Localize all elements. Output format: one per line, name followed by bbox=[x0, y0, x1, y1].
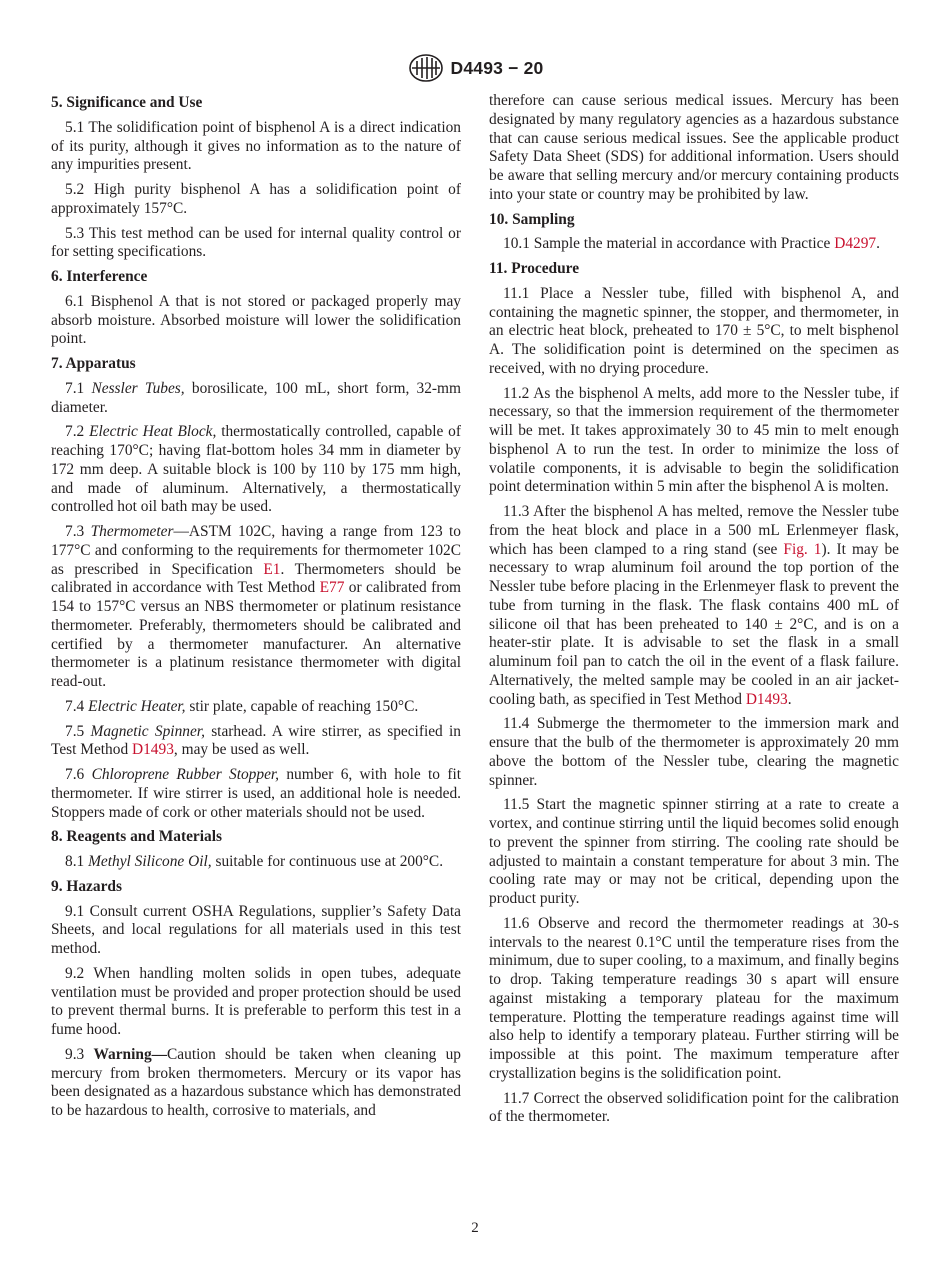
section-heading: 10. Sampling bbox=[489, 210, 575, 228]
page-number: 2 bbox=[471, 1220, 479, 1236]
term: Thermometer bbox=[90, 523, 174, 540]
paragraph: 5.3 This test method can be used for internal quality control or for setting specifications. bbox=[51, 224, 461, 261]
paragraph: 7.1 Nessler Tubes, borosilicate, 100 mL, short form, 32-mm diameter. bbox=[51, 379, 461, 416]
term: Magnetic Spinner, bbox=[90, 722, 205, 740]
paragraph: 9.3 Warning—Caution should be taken when cleaning up mercury from broken thermometers. Mercury or its vapor has been designated as a hazardous substance which has demonstrated to be hazardous to health, corrosive to materials, and bbox=[51, 1045, 461, 1119]
term: Methyl Silicone Oil, bbox=[88, 853, 212, 870]
link-e77[interactable]: E77 bbox=[319, 579, 345, 597]
paragraph: 11.5 Start the magnetic spinner stirring at a rate to create a vortex, and continue stirring until the liquid becomes solid enough to prevent the spinner from stirring. The cooling rate should be adjusted to maintain a constant temperature for about 3 min. The cooling rate may or may not be critical, depending upon the product purity. bbox=[489, 796, 899, 907]
paragraph: 11.7 Correct the observed solidification point for the calibration of the thermometer. bbox=[489, 1089, 899, 1126]
link-e1[interactable]: E1 bbox=[263, 560, 281, 578]
paragraph: 11.1 Place a Nessler tube, filled with bisphenol A, and containing the magnetic spinner, the stopper, and thermometer, in an electric heat block, preheated to 170 ± 5°C, to melt bisphenol A. The solidification point is determined on the specimen as received, with no drying procedure. bbox=[489, 284, 899, 377]
paragraph: 11.3 After the bisphenol A has melted, remove the Nessler tube from the heat block and place in a 500 mL Erlenmeyer flask, which has been clamped to a ring stand (see Fig. 1). It may be necessary to wrap aluminum foil around the top portion of the Nessler tube before placing in the Erlenmeyer flask to prevent the tube from turning in the flask. The flask contains 400 mL of silicone oil that has been preheated to 140 ± 2°C, and is on a heater-stir plate. It is advisable to set the flask in a small aluminum foil pan to catch the oil in the event of a flask failure. Alternatively, the melted sample may be cooled in an air jacket-cooling bath, as specified in Test Method D1493. bbox=[489, 503, 899, 708]
paragraph: 7.6 Chloroprene Rubber Stopper, number 6, with hole to fit thermometer. If wire stirrer is used, an additional hole is needed. Stoppers made of cork or other materials should not be used. bbox=[51, 766, 461, 821]
section-heading: 9. Hazards bbox=[51, 877, 122, 895]
section-heading: 11. Procedure bbox=[489, 260, 580, 277]
term: Electric Heater, bbox=[88, 697, 186, 715]
paragraph: 5.2 High purity bisphenol A has a solidification point of approximately 157°C. bbox=[51, 181, 461, 217]
paragraph: 9.2 When handling molten solids in open tubes, adequate ventilation must be provided and proper protection should be used to prevent thermal burns. It is preferable to perform this test in a fume hood. bbox=[51, 964, 461, 1038]
link-d1493[interactable]: D1493 bbox=[132, 741, 174, 759]
term: Chloroprene Rubber Stopper, bbox=[91, 766, 280, 783]
section-heading: 7. Apparatus bbox=[51, 355, 136, 372]
paragraph: 10.1 Sample the material in accordance with Practice D4297. bbox=[503, 235, 880, 253]
paragraph: 7.3 Thermometer—ASTM 102C, having a range from 123 to 177°C and conforming to the requirements for thermometer 102C as prescribed in Specification E1. Thermometers should be calibrated in accordance with Test Method E77 or calibrated from 154 to 157°C versus an NBS thermometer or platinum resistance thermometer. Preferably, thermometers should be calibrated and certified by a thermometer manufacturer. An alternative thermometer is a platinum resistance thermometer with digital read-out. bbox=[51, 523, 462, 690]
left-column bbox=[51, 92, 461, 1127]
document-id: D4493 − 20 bbox=[450, 57, 544, 78]
paragraph: 7.5 Magnetic Spinner, starhead. A wire stirrer, as specified in Test Method D1493, may be used as well. bbox=[51, 722, 461, 759]
paragraph: 11.2 As the bisphenol A melts, add more to the Nessler tube, if necessary, so that the immersion requirement of the thermometer will be met. It takes approximately 30 to 45 min to melt enough bisphenol A to run the test. In order to minimize the loss of volatile components, it is advisable to begin the solidification point determination within 5 min after the bisphenol A is molten. bbox=[489, 384, 899, 496]
section-heading: 6. Interference bbox=[51, 268, 148, 285]
page-header bbox=[0, 50, 950, 86]
paragraph: 7.2 Electric Heat Block, thermostatically controlled, capable of reaching 170°C; having flat-bottom holes 34 mm in diameter by 172 mm deep. A suitable block is 100 by 110 by 175 mm high, and made of aluminum. Alternatively, a thermostatically controlled hot oil bath may be used. bbox=[51, 423, 461, 516]
paragraph: 8.1 Methyl Silicone Oil, suitable for continuous use at 200°C. bbox=[65, 853, 444, 870]
paragraph: 11.4 Submerge the thermometer to the immersion mark and ensure that the bulb of the thermometer is approximately 20 mm above the bottom of the Nessler tube, clearing the magnetic spinner. bbox=[489, 715, 899, 789]
term: Electric Heat Block, bbox=[89, 423, 217, 441]
paragraph: 9.1 Consult current OSHA Regulations, supplier’s Safety Data Sheets, and local regulations for all materials used in this test method. bbox=[51, 902, 461, 957]
link-fig-1[interactable]: Fig. 1 bbox=[783, 540, 822, 558]
link-d4297[interactable]: D4297 bbox=[834, 235, 877, 253]
astm-logo-icon bbox=[407, 53, 445, 83]
right-column bbox=[489, 92, 899, 1133]
section-heading: 8. Reagents and Materials bbox=[51, 828, 222, 846]
warning-label: Warning— bbox=[93, 1045, 168, 1063]
paragraph-continued: therefore can cause serious medical issues. Mercury has been designated by many regulatory agencies as a hazardous substance that can cause serious medical issues. See the applicable product Safety Data Sheet (SDS) for additional information. Users should be aware that selling mercury and/or mercury containing products into your state or country may be prohibited by law. bbox=[489, 92, 899, 203]
paragraph: 7.4 Electric Heater, stir plate, capable of reaching 150°C. bbox=[65, 697, 419, 715]
paragraph: 11.6 Observe and record the thermometer readings at 30-s intervals to the nearest 0.1°C until the temperature rises from the minimum, due to super cooling, to a maximum, and finally begins to drop. Taking temperature readings 30 s apart will ensure against mistaking a temporary plateau for the maximum temperature. Plotting the temperature readings against time will also help to identify a temporary plateau. Further stirring will be impossible at this point. The maximum temperature after crystallization begins is the solidification point. bbox=[489, 914, 899, 1082]
paragraph: 5.1 The solidification point of bisphenol A is a direct indication of its purity, although it gives no information as to the nature of any impurities present. bbox=[51, 118, 461, 174]
link-d1493[interactable]: D1493 bbox=[745, 690, 788, 708]
paragraph: 6.1 Bisphenol A that is not stored or packaged properly may absorb moisture. Absorbed moisture will lower the solidification point. bbox=[51, 292, 461, 348]
term: Nessler Tubes, bbox=[91, 379, 185, 397]
section-heading: 5. Significance and Use bbox=[51, 94, 203, 111]
